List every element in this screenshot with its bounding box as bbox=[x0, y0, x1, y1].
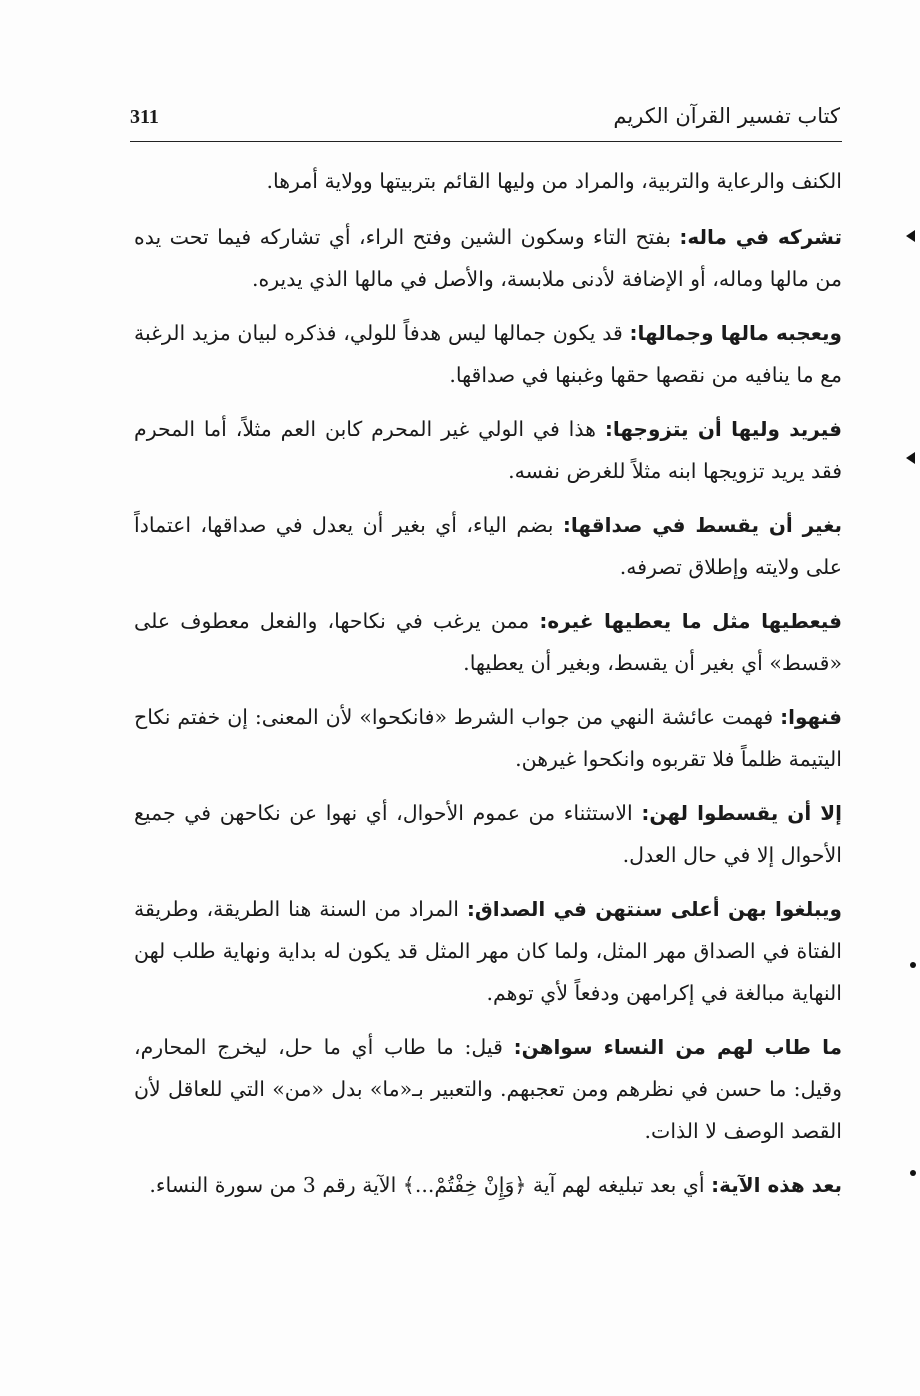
entry-illa-an bbox=[134, 792, 842, 876]
entry-funuhu bbox=[134, 696, 842, 780]
intro-paragraph: الكنف والرعاية والتربية، والمراد من وليها القائم بتربيتها وولاية أمرها. bbox=[266, 169, 842, 193]
entry-tashrakuhu bbox=[134, 216, 842, 300]
entry-term: تشركه في ماله: bbox=[679, 225, 842, 249]
entry-term: بغير أن يقسط في صداقها: bbox=[562, 513, 842, 537]
book-title: كتاب تفسير القرآن الكريم bbox=[613, 104, 840, 128]
entry-term: فيعطيها مثل ما يعطيها غيره: bbox=[539, 609, 843, 633]
entry-definition: الاستثناء من عموم الأحوال، أي نهوا عن نكاحهن في جميع الأحوال إلا في حال العدل. bbox=[134, 801, 842, 867]
entry-yujibuhu bbox=[134, 312, 842, 396]
entry-definition: هذا في الولي غير المحرم كابن العم مثلاً، أما المحرم فقد يريد تزويجها ابنه مثلاً للغرض نفسه. bbox=[134, 417, 842, 483]
entry-definition: قيل: ما طاب أي ما حل، ليخرج المحارم، وقيل: ما حسن في نظرهم ومن تعجبهم. والتعبير بـ«ما» بدل «من» التي للعاقل لأن القصد الوصف لا الذات. bbox=[134, 1035, 842, 1143]
entry-definition: بضم الياء، أي بغير أن يعدل في صداقها، اعتماداً على ولايته وإطلاق تصرفه. bbox=[134, 513, 842, 579]
entry-definition: أي بعد تبليغه لهم آية ﴿وَإِنْ خِفْتُمْ...﴾ الآية رقم 3 من سورة النساء. bbox=[149, 1173, 705, 1197]
entry-term: ويبلغوا بهن أعلى سنتهن في الصداق: bbox=[466, 897, 842, 921]
header-divider bbox=[130, 141, 842, 142]
margin-arrow-mark bbox=[906, 452, 915, 464]
entry-term: إلا أن يقسطوا لهن: bbox=[641, 801, 842, 825]
entry-term: فيريد وليها أن يتزوجها: bbox=[604, 417, 842, 441]
margin-dot-mark bbox=[910, 1170, 916, 1176]
entry-fayutiha bbox=[134, 600, 842, 684]
entry-ma-taba bbox=[134, 1026, 842, 1152]
entry-term: فنهوا: bbox=[780, 705, 842, 729]
entry-term: بعد هذه الآية: bbox=[711, 1173, 842, 1197]
entry-bighayri bbox=[134, 504, 842, 588]
entry-bada-hadhihi bbox=[134, 1164, 842, 1206]
entry-definition: قد يكون جمالها ليس هدفاً للولي، فذكره لبيان مزيد الرغبة مع ما ينافيه من نقصها حقها وغبنها في صداقها. bbox=[134, 321, 842, 387]
entry-term: ويعجبه مالها وجمالها: bbox=[629, 321, 842, 345]
margin-dot-mark bbox=[910, 962, 916, 968]
margin-arrow-mark bbox=[906, 230, 915, 242]
entry-yablughu bbox=[134, 888, 842, 1014]
page-number: 311 bbox=[130, 106, 159, 128]
entry-fayuridu bbox=[134, 408, 842, 492]
entry-term: ما طاب لهم من النساء سواهن: bbox=[513, 1035, 842, 1059]
running-header bbox=[130, 100, 840, 140]
entry-definition: المراد من السنة هنا الطريقة، وطريقة الفتاة في الصداق مهر المثل، ولما كان مهر المثل قد يكون له بداية ونهاية طلب لهن النهاية مبالغة في إكرامهن ودفعاً لأي توهم. bbox=[134, 897, 842, 1005]
entry-definition: ممن يرغب في نكاحها، والفعل معطوف على «قسط» أي بغير أن يقسط، وبغير أن يعطيها. bbox=[134, 609, 842, 675]
entry-definition: بفتح التاء وسكون الشين وفتح الراء، أي تشاركه فيما تحت يده من مالها وماله، أو الإضافة لأدنى ملابسة، والأصل في مالها الذي يديره. bbox=[134, 225, 842, 291]
entry-definition: فهمت عائشة النهي من جواب الشرط «فانكحوا» لأن المعنى: إن خفتم نكاح اليتيمة ظلماً فلا تقربوه وانكحوا غيرهن. bbox=[134, 705, 842, 771]
page-body bbox=[134, 160, 842, 1218]
